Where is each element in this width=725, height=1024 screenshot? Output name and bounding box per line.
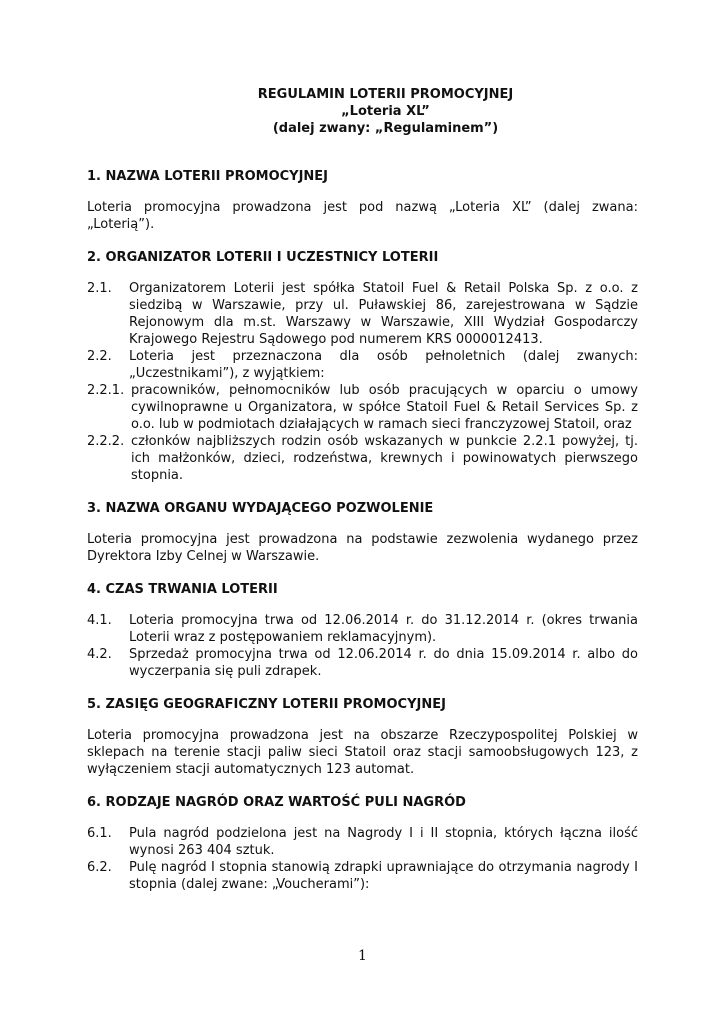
page-number: 1 [358, 948, 367, 964]
clause-text: pracowników, pełnomocników lub osób pracujących w oparciu o umowy cywilnoprawne u Organizatora, w spółce Statoil Fuel & Retail Services Sp. z o.o. lub w podmiotach działających w ramach sieci franczyzowej Statoil, oraz [131, 383, 638, 432]
clause-text: Loteria jest przeznaczona dla osób pełnoletnich (dalej zwanych: „Uczestnikami”), z wyjątkiem: [129, 349, 638, 381]
clause-2-2-1 [87, 382, 638, 433]
clause-6-2 [87, 859, 638, 893]
clause-text: Pulę nagród I stopnia stanowią zdrapki uprawniające do otrzymania nagrody I stopnia (dalej zwane: „Voucherami”): [129, 860, 638, 892]
clause-text: Loteria promocyjna trwa od 12.06.2014 r. do 31.12.2014 r. (okres trwania Loterii wraz z postępowaniem reklamacyjnym). [129, 613, 638, 645]
clause-number: 4.2. [87, 647, 112, 662]
section-3-heading: 3. NAZWA ORGANU WYDAJĄCEGO POZWOLENIE [87, 501, 434, 516]
clause-number: 6.1. [87, 826, 112, 841]
clause-2-2-2 [87, 433, 638, 484]
clause-number: 6.2. [87, 860, 112, 875]
title-line-3: (dalej zwany: „Regulaminem”) [272, 121, 499, 136]
section-3-text: Loteria promocyjna jest prowadzona na podstawie zezwolenia wydanego przez Dyrektora Izby Celnej w Warszawie. [87, 532, 638, 564]
section-1 [87, 168, 638, 233]
section-4 [87, 581, 638, 680]
clause-4-2 [87, 646, 638, 680]
section-6-heading: 6. RODZAJE NAGRÓD ORAZ WARTOŚĆ PULI NAGRÓD [87, 795, 466, 810]
section-1-heading: 1. NAZWA LOTERII PROMOCYJNEJ [87, 169, 329, 184]
section-2-heading: 2. ORGANIZATOR LOTERII I UCZESTNICY LOTERII [87, 250, 439, 265]
clause-2-2 [87, 348, 638, 382]
clause-number: 2.2. [87, 349, 112, 364]
clause-text: Pula nagród podzielona jest na Nagrody I i II stopnia, których łączna ilość wynosi 263 404 sztuk. [129, 826, 638, 858]
clause-text: Sprzedaż promocyjna trwa od 12.06.2014 r. do dnia 15.09.2014 r. albo do wyczerpania się puli zdrapek. [129, 647, 638, 679]
clause-text: członków najbliższych rodzin osób wskazanych w punkcie 2.2.1 powyżej, tj. ich małżonków, dzieci, rodzeństwa, krewnych i powinowatych pierwszego stopnia. [131, 434, 638, 483]
section-6 [87, 794, 638, 893]
document-title [0, 86, 725, 137]
section-5-heading: 5. ZASIĘG GEOGRAFICZNY LOTERII PROMOCYJNEJ [87, 697, 446, 712]
clause-number: 2.2.1. [87, 383, 125, 398]
clause-2-1 [87, 280, 638, 348]
clause-number: 4.1. [87, 613, 112, 628]
clause-text: Organizatorem Loterii jest spółka Statoil Fuel & Retail Polska Sp. z o.o. z siedzibą w Warszawie, przy ul. Puławskiej 86, zarejestrowana w Sądzie Rejonowym dla m.st. Warszawy w Warszawie, XIII Wydział Gospodarczy Krajowego Rejestru Sądowego pod numerem KRS 0000012413. [129, 281, 638, 347]
clause-number: 2.2.2. [87, 434, 125, 449]
clause-4-1 [87, 612, 638, 646]
section-1-text: Loteria promocyjna prowadzona jest pod nazwą „Loteria XL” (dalej zwana: „Loterią”). [87, 200, 638, 232]
section-4-heading: 4. CZAS TRWANIA LOTERII [87, 582, 278, 597]
clause-number: 2.1. [87, 281, 112, 296]
title-line-1: REGULAMIN LOTERII PROMOCYJNEJ [257, 87, 514, 102]
section-5 [87, 696, 638, 778]
title-line-2: „Loteria XL” [341, 104, 430, 119]
section-2 [87, 249, 638, 484]
section-3 [87, 500, 638, 565]
clause-6-1 [87, 825, 638, 859]
document-body [87, 168, 638, 909]
section-5-text: Loteria promocyjna prowadzona jest na obszarze Rzeczypospolitej Polskiej w sklepach na terenie stacji paliw sieci Statoil oraz stacji samoobsługowych 123, z wyłączeniem stacji automatycznych 123 automat. [87, 728, 638, 777]
